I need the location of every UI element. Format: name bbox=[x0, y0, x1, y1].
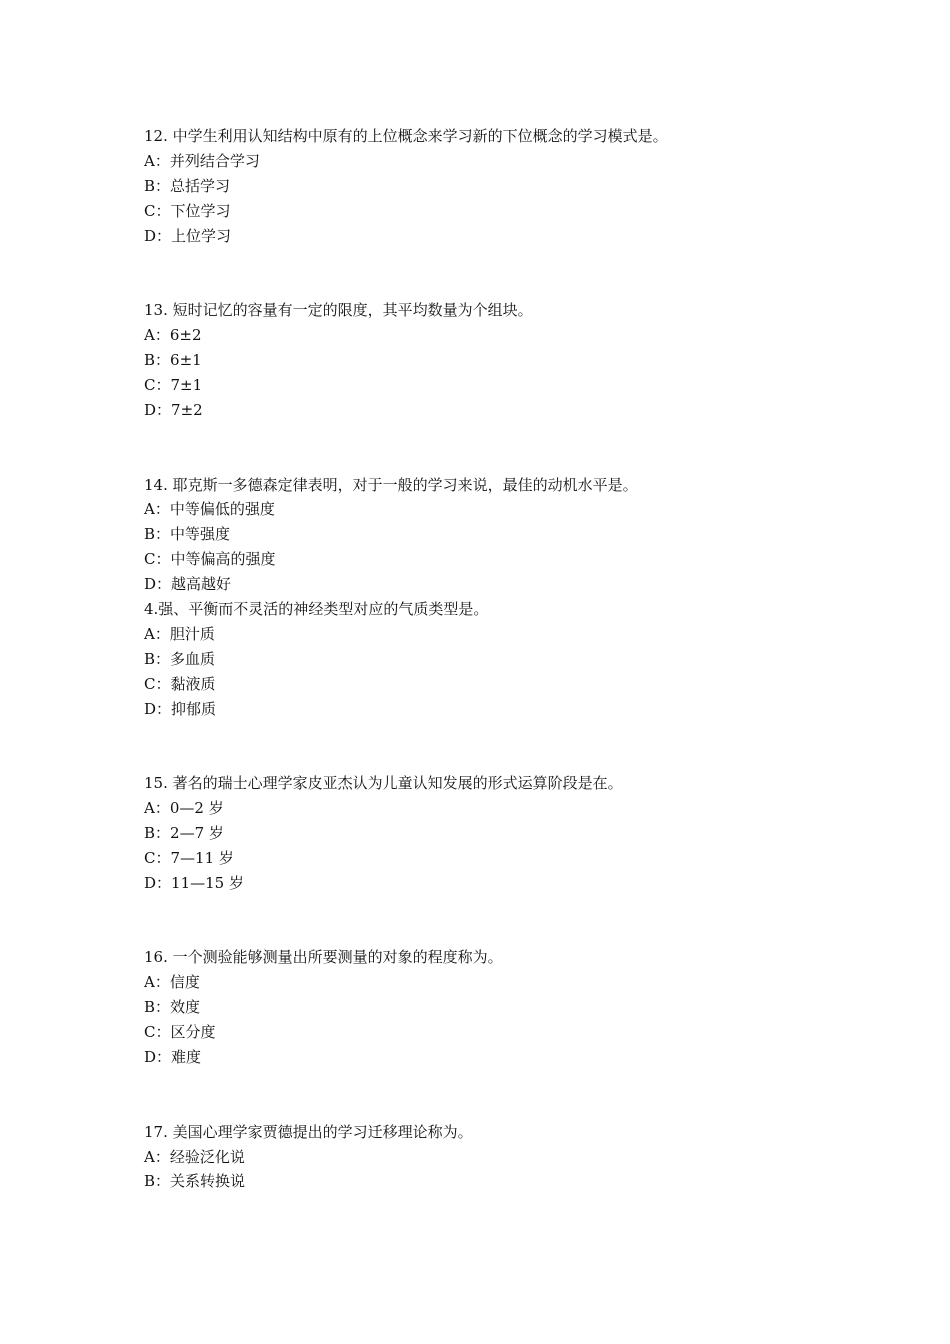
option-a: A：信度 bbox=[144, 973, 200, 992]
option-a: A：6±2 bbox=[144, 326, 202, 345]
question-stem: 15. 著名的瑞士心理学家皮亚杰认为儿童认知发展的形式运算阶段是在。 bbox=[144, 774, 623, 793]
question-spacer bbox=[144, 721, 844, 771]
question-spacer bbox=[144, 423, 844, 473]
option-a: A：经验泛化说 bbox=[144, 1147, 245, 1166]
question-stem: 12. 中学生利用认知结构中原有的上位概念来学习新的下位概念的学习模式是。 bbox=[144, 127, 668, 145]
option-a: A：0—2 岁 bbox=[144, 799, 224, 818]
option-d: D：难度 bbox=[144, 1048, 202, 1067]
question-spacer bbox=[144, 896, 844, 946]
option-c: C：下位学习 bbox=[144, 201, 231, 220]
question-16 bbox=[144, 945, 844, 1069]
option-d: D：上位学习 bbox=[144, 226, 232, 245]
option-b: B：2—7 岁 bbox=[144, 823, 224, 842]
option-b: B：总括学习 bbox=[144, 176, 231, 195]
question-stem: 16. 一个测验能够测量出所要测量的对象的程度称为。 bbox=[144, 948, 503, 967]
option-b: B：效度 bbox=[144, 998, 201, 1017]
question-stem: 4.强、平衡而不灵活的神经类型对应的气质类型是。 bbox=[144, 599, 489, 618]
option-b: B：多血质 bbox=[144, 649, 216, 668]
option-a: A：胆汁质 bbox=[144, 624, 215, 643]
question-stem: 13. 短时记忆的容量有一定的限度，其平均数量为个组块。 bbox=[144, 301, 533, 320]
option-d: D：越高越好 bbox=[144, 575, 232, 594]
option-c: C：区分度 bbox=[144, 1023, 216, 1042]
question-13 bbox=[144, 298, 844, 422]
question-spacer bbox=[144, 1070, 844, 1120]
question-list bbox=[144, 124, 844, 1194]
option-d: D：7±2 bbox=[144, 400, 203, 419]
option-a: A：并列结合学习 bbox=[144, 151, 260, 170]
question-4 bbox=[144, 597, 844, 721]
option-b: B：6±1 bbox=[144, 351, 202, 370]
option-d: D：抑郁质 bbox=[144, 699, 217, 718]
question-stem: 14. 耶克斯一多德森定律表明，对于一般的学习来说，最佳的动机水平是。 bbox=[144, 475, 638, 494]
option-c: C：黏液质 bbox=[144, 674, 216, 693]
option-d: D：11—15 岁 bbox=[144, 873, 244, 892]
question-14 bbox=[144, 473, 844, 597]
option-c: C：中等偏高的强度 bbox=[144, 550, 276, 569]
question-15 bbox=[144, 771, 844, 895]
option-c: C：7±1 bbox=[144, 375, 203, 394]
question-12 bbox=[144, 124, 844, 248]
question-stem: 17. 美国心理学家贾德提出的学习迁移理论称为。 bbox=[144, 1122, 473, 1141]
option-b: B：中等强度 bbox=[144, 525, 231, 544]
option-b: B：关系转换说 bbox=[144, 1172, 246, 1191]
question-17 bbox=[144, 1120, 844, 1195]
option-a: A：中等偏低的强度 bbox=[144, 500, 275, 519]
question-spacer bbox=[144, 248, 844, 298]
option-c: C：7—11 岁 bbox=[144, 848, 234, 867]
